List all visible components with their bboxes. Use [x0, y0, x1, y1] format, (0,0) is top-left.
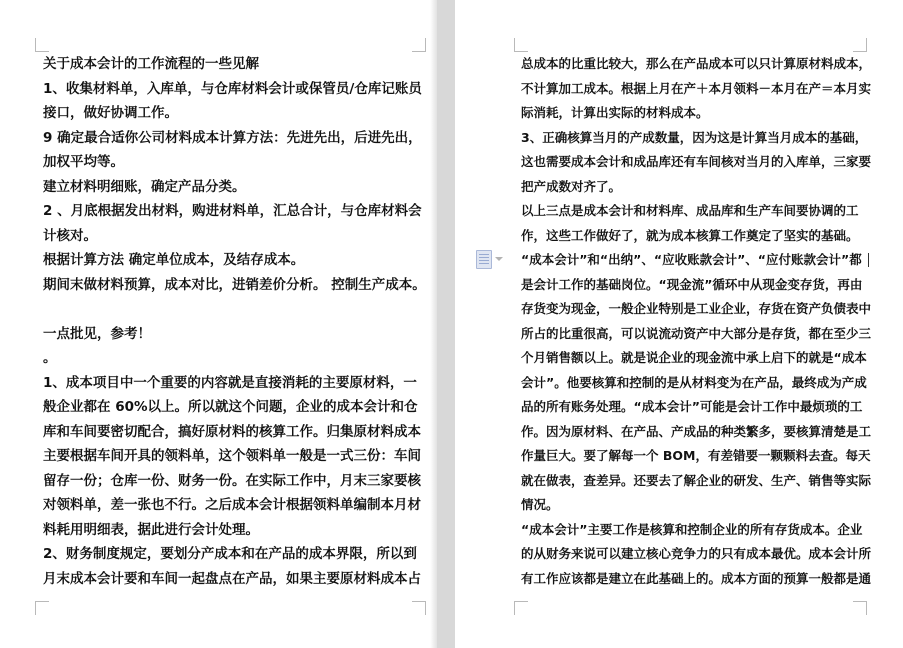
text-line: 一点批见，参考！: [43, 325, 151, 342]
clipboard-icon: [476, 250, 492, 269]
crop-mark-right-page-bottom-right: [853, 601, 867, 615]
text-line: 2 、月底根据发出材料，购进材料单，汇总合计，与仓库材料会: [43, 203, 422, 219]
text-line: 1、收集材料单，入库单，与仓库材料会计或保管员/仓库记账员: [43, 80, 422, 97]
crop-mark-right-page-bottom-left: [514, 601, 528, 615]
text-line: 3、正确核算当月的产成数量，因为这是计算当月成本的基础，: [521, 129, 868, 145]
chevron-down-icon: [495, 257, 503, 261]
text-line: 期间末做材料预算，成本对比，进销差价分析。 控制生产成本。: [43, 276, 426, 293]
text-line: 库和车间要密切配合，搞好原材料的核算工作。归集原材料成本: [43, 423, 421, 440]
text-line: 有工作应该都是建立在此基础上的。成本方面的预算一般都是通: [521, 570, 872, 586]
text-line: 存货变为现金，一般企业特别是工业企业，存货在资产负债表中: [521, 301, 872, 316]
text-line: 般企业都在 60%以上。所以就这个问题，企业的成本会计和仓: [43, 399, 418, 415]
text-line: 把产成数对齐了。: [521, 178, 622, 194]
text-line: 是会计工作的基础岗位。“现金流”循环中从现金变存货，再由: [521, 276, 863, 292]
text-line: 月末成本会计要和车间一起盘点在产品，如果主要原材料成本占: [43, 570, 421, 587]
page-gutter: [437, 0, 455, 648]
text-line: 不计算加工成本。根据上月在产＋本月领料－本月在产＝本月实: [521, 80, 872, 96]
text-line: 际消耗，计算出实际的材料成本。: [521, 105, 709, 120]
text-line: 作。因为原材料、在产品、产成品的种类繁多，要核算清楚是工: [521, 423, 872, 439]
text-line: “成本会计”和“出纳”、“应收账款会计”、“应付账款会计”都: [521, 252, 862, 267]
text-line: 。: [43, 350, 57, 366]
text-line: 料耗用明细表，据此进行会计处理。: [43, 521, 259, 538]
text-line: 作，这些工作做好了，就为成本核算工作奠定了坚实的基础。: [521, 227, 859, 243]
text-line: 情况。: [521, 497, 559, 512]
crop-mark-left-page-top-right: [412, 38, 426, 52]
paste-options-button[interactable]: [476, 248, 510, 270]
text-line: 个月销售额以上。就是说企业的现金流中承上启下的就是“成本: [521, 350, 867, 365]
text-line: 品的所有账务处理。“成本会计”可能是会计工作中最烦琐的工: [521, 399, 863, 414]
text-line: 对领料单，差一张也不行。之后成本会计根据领料单编制本月材: [43, 497, 421, 513]
text-line: 建立材料明细账，确定产品分类。: [43, 178, 246, 195]
text-line: 作量巨大。要了解每一个 BOM，有差错要一颗颗料去查。每天: [521, 448, 871, 463]
crop-mark-right-page-top-right: [853, 38, 867, 52]
text-line: 这也需要成本会计和成品库还有车间核对当月的入库单，三家要: [521, 154, 872, 169]
text-line: 所占的比重很高，可以说流动资产中大部分是存货，都在至少三: [521, 325, 872, 341]
text-cursor: [868, 253, 869, 267]
text-line: 加权平均等。: [43, 154, 124, 170]
text-line: 总成本的比重比较大，那么在产品成本可以只计算原材料成本，: [521, 56, 872, 71]
text-line: 关于成本会计的工作流程的一些见解: [43, 56, 259, 72]
crop-mark-left-page-bottom-right: [412, 601, 426, 615]
text-line: 会计”。他要核算和控制的是从材料变为在产品，最终成为产成: [521, 374, 867, 390]
text-line: 的从财务来说可以建立核心竞争力的只有成本最优。成本会计所: [521, 546, 872, 561]
text-line: “成本会计”主要工作是核算和控制企业的所有存货成本。企业: [521, 521, 863, 537]
text-line: 接口，做好协调工作。: [43, 105, 178, 121]
text-line: 就在做表，查差异。还要去了解企业的研发、生产、销售等实际: [521, 472, 872, 488]
text-line: 计核对。: [43, 227, 97, 244]
text-line: 以上三点是成本会计和材料库、成品库和生产车间要协调的工: [521, 203, 859, 218]
text-line: 根据计算方法 确定单位成本，及结存成本。: [43, 252, 305, 268]
text-line: 2、财务制度规定，要划分产成本和在产品的成本界限，所以到: [43, 546, 417, 562]
text-line: 主要根据车间开具的领料单，这个领料单一般是一式三份：车间: [43, 448, 421, 464]
page-edge-shadow: [430, 0, 437, 648]
page-left-text[interactable]: [43, 52, 425, 591]
text-line: 1、成本项目中一个重要的内容就是直接消耗的主要原材料，一: [43, 374, 417, 391]
page-right-text[interactable]: [521, 52, 872, 591]
text-line: 留存一份；仓库一份、财务一份。在实际工作中，月末三家要核: [43, 472, 421, 489]
text-line: [43, 297, 425, 322]
crop-mark-left-page-bottom-left: [35, 601, 49, 615]
text-line: 9 确定最合适你公司材料成本计算方法：先进先出，后进先出，: [43, 129, 422, 146]
crop-mark-left-page-top-left: [35, 38, 49, 52]
crop-mark-right-page-top-left: [514, 38, 528, 52]
